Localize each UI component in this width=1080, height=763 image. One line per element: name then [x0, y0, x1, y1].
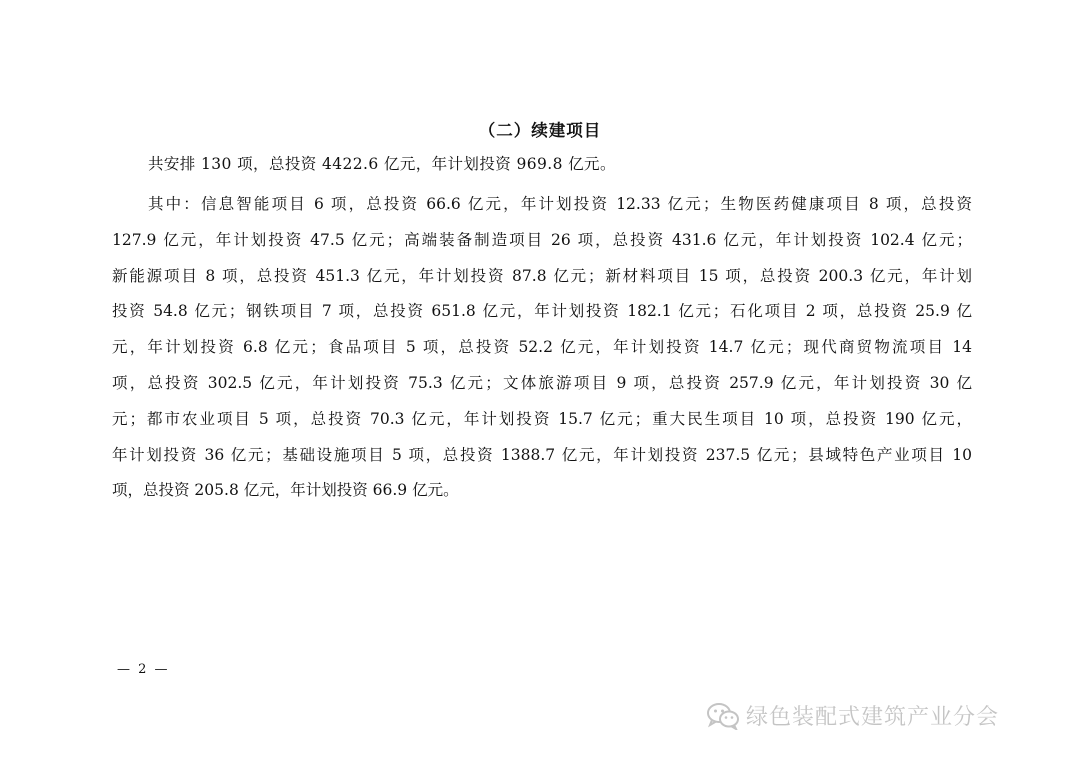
page-number: — 2 —	[117, 662, 170, 677]
paragraph-line: 元，年计划投资 6.8 亿元；食品项目 5 项，总投资 52.2 亿元，年计划投资 14.7 亿元；现代商贸物流项目 14	[112, 338, 972, 357]
paragraph-line: 元；都市农业项目 5 项，总投资 70.3 亿元，年计划投资 15.7 亿元；重大民生项目 10 项，总投资 190 亿元，	[112, 409, 972, 428]
summary-paragraph: 共安排 130 项，总投资 4422.6 亿元，年计划投资 969.8 亿元。	[148, 155, 616, 173]
section-heading: （二）续建项目	[478, 121, 602, 140]
wechat-icon	[706, 702, 740, 730]
paragraph-line: 新能源项目 8 项，总投资 451.3 亿元，年计划投资 87.8 亿元；新材料项目 15 项，总投资 200.3 亿元，年计划	[112, 266, 972, 285]
paragraph-line: 投资 54.8 亿元；钢铁项目 7 项，总投资 651.8 亿元，年计划投资 182.1 亿元；石化项目 2 项，总投资 25.9 亿	[112, 302, 972, 321]
paragraph-line: 年计划投资 36 亿元；基础设施项目 5 项，总投资 1388.7 亿元，年计划投资 237.5 亿元；县域特色产业项目 10	[112, 445, 972, 464]
watermark	[706, 700, 999, 731]
paragraph-line: 项，总投资 205.8 亿元，年计划投资 66.9 亿元。	[112, 481, 459, 500]
detail-paragraph	[112, 187, 972, 509]
paragraph-line: 其中：信息智能项目 6 项，总投资 66.6 亿元，年计划投资 12.33 亿元；生物医药健康项目 8 项，总投资	[148, 195, 972, 213]
paragraph-line: 项，总投资 302.5 亿元，年计划投资 75.3 亿元；文体旅游项目 9 项，总投资 257.9 亿元，年计划投资 30 亿	[112, 373, 972, 392]
watermark-text: 绿色装配式建筑产业分会	[746, 705, 1000, 730]
paragraph-line: 127.9 亿元，年计划投资 47.5 亿元；高端装备制造项目 26 项，总投资 431.6 亿元，年计划投资 102.4 亿元；	[112, 230, 972, 249]
